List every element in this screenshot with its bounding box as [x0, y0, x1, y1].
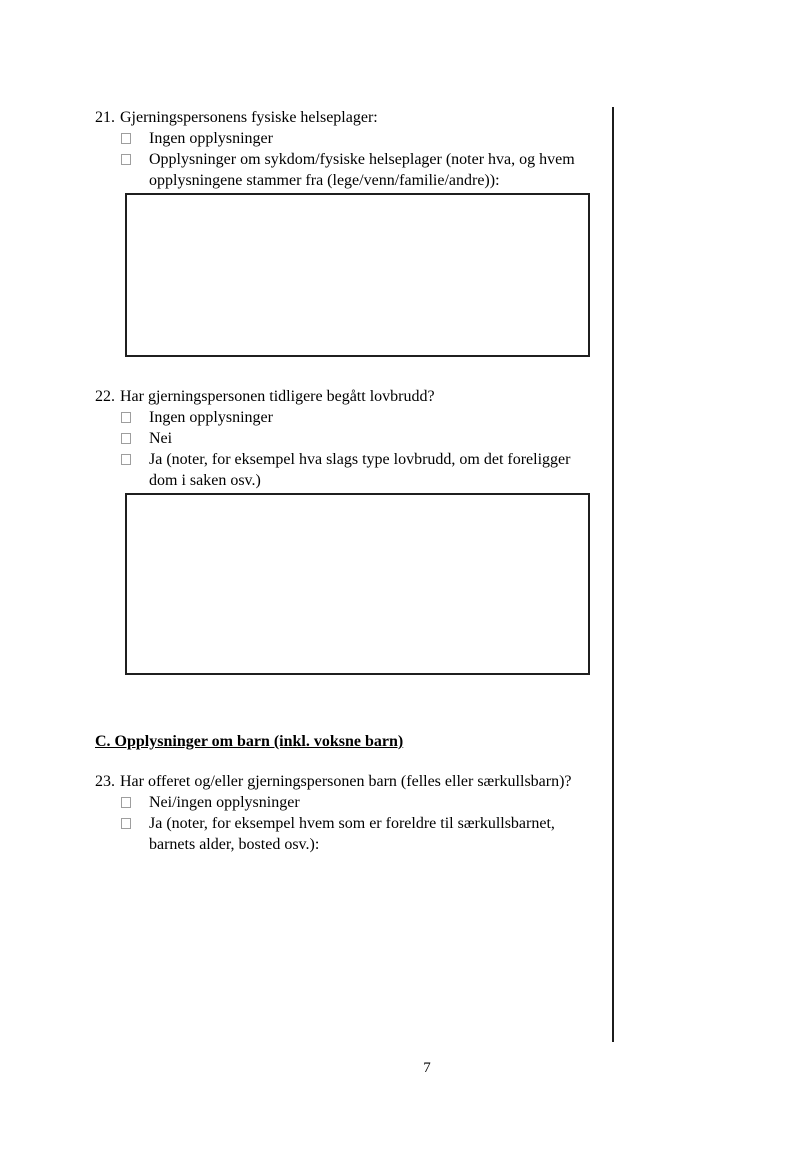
section-c-heading: C. Opplysninger om barn (inkl. voksne barn)	[95, 733, 404, 750]
checkbox-icon[interactable]	[121, 412, 131, 423]
option-label: Nei/ingen opplysninger	[149, 794, 300, 811]
option-label: Ingen opplysninger	[149, 130, 273, 147]
question-number: 22.	[95, 388, 115, 405]
option-q21-opplysninger-om-sykdom	[95, 149, 595, 191]
question-22-title	[95, 386, 595, 407]
option-label: Nei	[149, 430, 173, 447]
option-label: Ja (noter, for eksempel hvem som er foreldre til særkullsbarnet, barnets alder, bosted osv.):	[149, 815, 555, 853]
question-number: 23.	[95, 773, 115, 790]
checkbox-icon[interactable]	[121, 818, 131, 829]
question-number: 21.	[95, 109, 115, 126]
checkbox-icon[interactable]	[121, 133, 131, 144]
notes-box-q22[interactable]	[125, 493, 590, 675]
option-label: Ingen opplysninger	[149, 409, 273, 426]
option-q21-ingen-opplysninger	[95, 128, 595, 149]
question-title-text: Gjerningspersonens fysiske helseplager:	[120, 109, 378, 126]
question-22	[95, 386, 595, 675]
option-q22-ingen-opplysninger	[95, 407, 595, 428]
question-23	[95, 771, 595, 855]
question-21-title	[95, 107, 595, 128]
option-label: Opplysninger om sykdom/fysiske helseplager (noter hva, og hvem opplysningene stammer fra (lege/venn/familie/andre)):	[149, 151, 575, 189]
change-bar	[612, 107, 614, 1042]
checkbox-icon[interactable]	[121, 433, 131, 444]
checkbox-icon[interactable]	[121, 154, 131, 165]
question-23-title	[95, 771, 595, 792]
page-number: 7	[423, 1060, 431, 1076]
option-q23-nei-ingen-opplysninger	[95, 792, 595, 813]
question-title-text: Har offeret og/eller gjerningspersonen barn (felles eller særkullsbarn)?	[120, 773, 572, 790]
option-q23-ja	[95, 813, 595, 855]
checkbox-icon[interactable]	[121, 454, 131, 465]
question-21	[95, 107, 595, 357]
question-title-text: Har gjerningspersonen tidligere begått lovbrudd?	[120, 388, 435, 405]
option-q22-ja	[95, 449, 595, 491]
option-label: Ja (noter, for eksempel hva slags type lovbrudd, om det foreligger dom i saken osv.)	[149, 451, 571, 489]
checkbox-icon[interactable]	[121, 797, 131, 808]
notes-box-q21[interactable]	[125, 193, 590, 357]
page-content	[95, 107, 595, 855]
option-q22-nei	[95, 428, 595, 449]
